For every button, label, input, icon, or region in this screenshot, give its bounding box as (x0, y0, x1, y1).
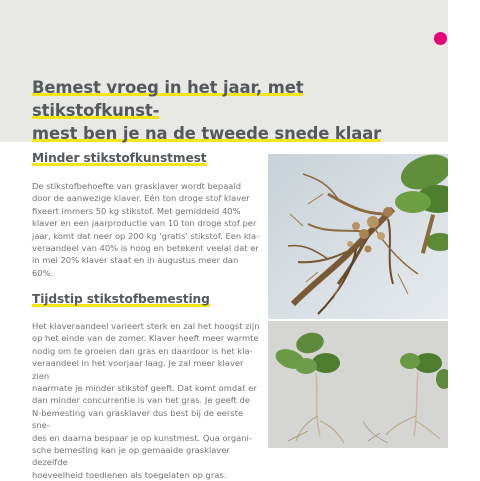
text-line: De stikstofbehoefte van grasklaver wordt bepaald (32, 181, 242, 191)
text-line: nodig om te groeien dan gras en daardoor is het kla- (32, 345, 253, 356)
text-line: op het einde van de zomer. Klaver heeft meer warmte (32, 333, 259, 344)
section-body-tijdstip-stikstofbemesting (32, 320, 260, 481)
headline-line-2: mest ben je na de tweede snede klaar (32, 124, 382, 143)
text-line: door de aanwezige klaver. Eén ton droge stof klaver (32, 193, 250, 204)
text-line: Het klaveraandeel varieert sterk en zal het hoogst zijn (32, 321, 260, 331)
section-title-minder-stikstofkunstmest: Minder stikstofkunstmest (32, 151, 207, 165)
text-line: naarmate je minder stikstof geeft. Dat komt omdat er (32, 383, 257, 394)
page-headline (32, 76, 412, 145)
photo-clover-roots (268, 154, 448, 319)
text-line: N-bemesting van grasklaver dus best bij de eerste sne- (32, 407, 244, 431)
text-line: fixeert immers 50 kg stikstof. Met gemiddeld 40% (32, 205, 241, 216)
text-line: veraandeel in het voorjaar laag. Je zal meer klaver zien (32, 358, 244, 381)
accent-dot (434, 32, 447, 45)
photo-clover-seedlings (268, 321, 448, 448)
text-line: veraandeel van 40% is hoog en betekent veelal dat er (32, 243, 259, 254)
text-line: klaver en een jaarproductie van 10 ton droge stof per (32, 218, 257, 229)
right-margin-strip (448, 0, 480, 480)
clover-seedlings-image (268, 321, 448, 448)
text-line: jaar, komt dat neer op 200 kg 'gratis' stikstof. Een kla- (32, 230, 260, 241)
text-line: in mei 20% klaver staat en in augustus meer dan 60%. (32, 255, 239, 278)
clover-roots-image (268, 154, 448, 319)
section-body-minder-stikstofkunstmest (32, 180, 260, 279)
text-line: dan minder concurrentie is van het gras. Je geeft de (32, 395, 250, 406)
text-line: hoeveelheid toedienen als toegelaten op gras. (32, 469, 227, 480)
headline-line-1: Bemest vroeg in het jaar, met stikstofkunst- (32, 78, 304, 120)
section-title-tijdstip-stikstofbemesting: Tijdstip stikstofbemesting (32, 292, 210, 306)
text-line: des en daarna bespaar je op kunstmest. Qua organi- (32, 432, 252, 443)
text-line: sche bemesting kan je op gemaaide grasklaver dezelfde (32, 445, 230, 468)
